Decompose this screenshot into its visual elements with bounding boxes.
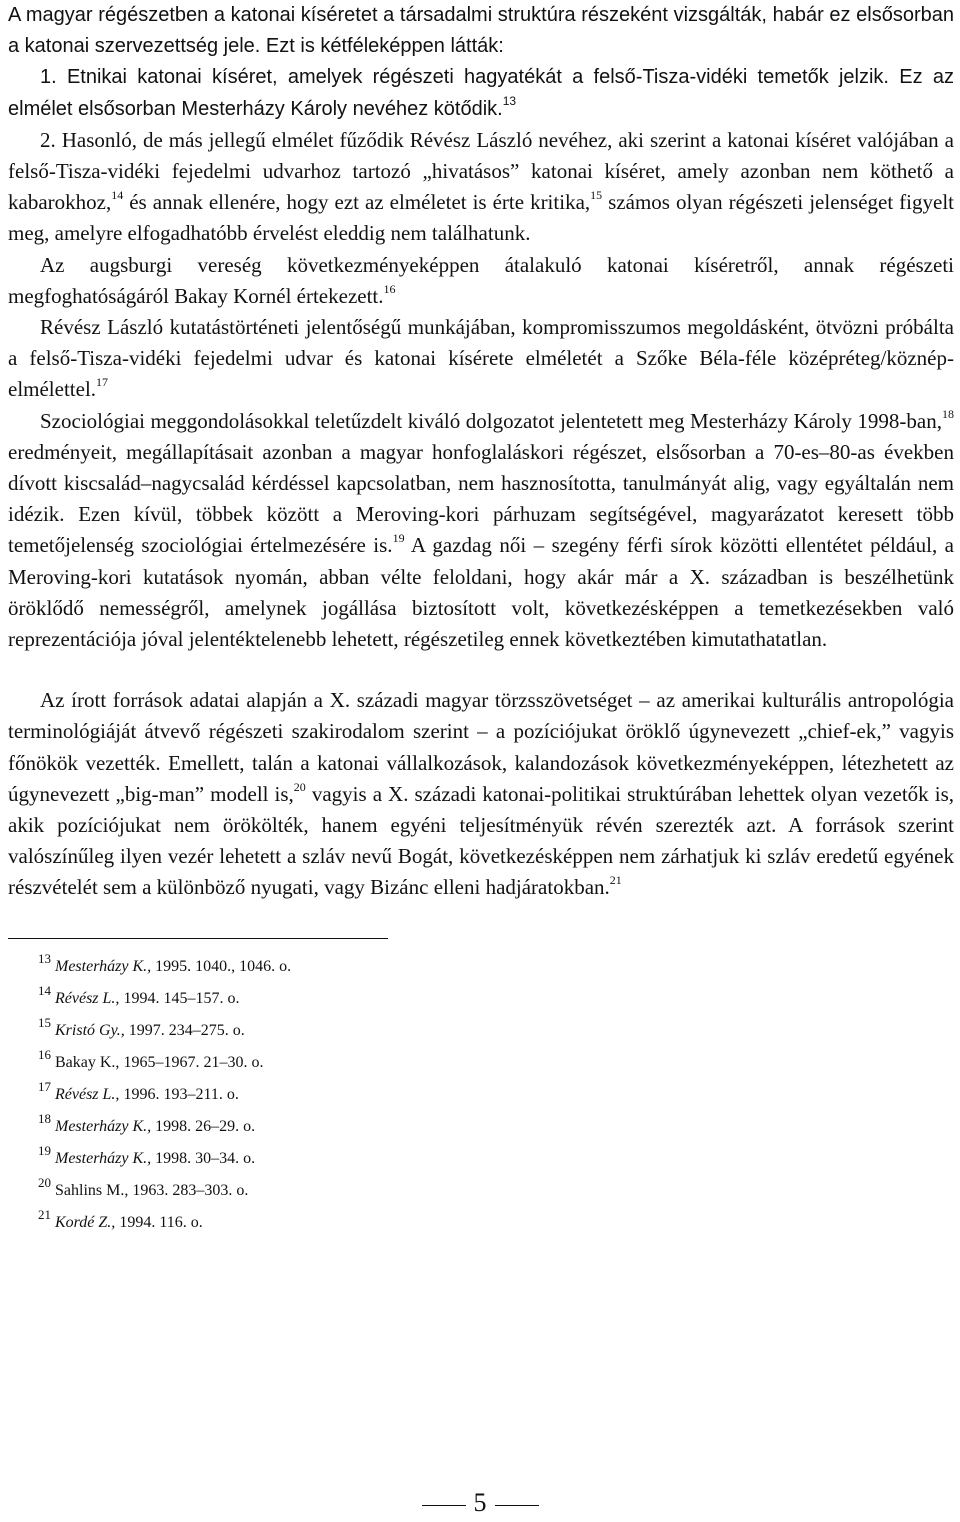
footnote-citation: 1995. 1040., 1046. o.: [151, 957, 292, 975]
text-run: eredményeit, megállapításait azonban a magyar honfoglaláskori régészet, elsősorban a 70-es–80-as években dívott kiscsalád–nagycsalád kérdéssel kapcsolatban, nem hasznosította, tanulmányát alig, vagy egyáltalán nem idézik. Ezen kívül, többek között a Meroving-kori párhuzam segítségével, magyarázatot keresett több temetőjelenség szociológiai értelmezésére is.: [8, 439, 954, 558]
footnote-ref[interactable]: 15: [590, 188, 603, 203]
footnote-ref[interactable]: 14: [111, 188, 124, 203]
text-run: Révész László kutatástörténeti jelentőségű munkájában, kompromisszumos megoldásként, ötvözni próbálta a felső-Tisza-vidéki fejedelmi udvar és katonai kísérete elméletét a Szőke Béla-féle középréteg/köznép-elmélettel.: [8, 315, 954, 402]
footnote-number: 20: [38, 1175, 51, 1191]
footnote-citation: 1997. 234–275. o.: [124, 1021, 245, 1039]
text-run: 2. Hasonló, de más jellegű elmélet fűződik Révész László nevéhez, aki szerint a katonai kíséret valójában a felső-Tisza-vidéki fejedelmi udvarhoz tartozó „hivatásos” katonai kíséret, amely azonban nem köthető a kabarokhoz,: [8, 127, 954, 215]
footnote-17: [8, 1079, 954, 1111]
footnote-citation: 1996. 193–211. o.: [119, 1085, 239, 1103]
footnote-number: 18: [38, 1111, 51, 1127]
footnote-ref[interactable]: 19: [392, 531, 405, 546]
footnote-21: [8, 1207, 954, 1239]
footnote-18: [8, 1111, 954, 1143]
footnote-author: Révész L.,: [55, 989, 120, 1007]
footnote-number: 16: [38, 1047, 51, 1063]
footnote-ref[interactable]: 18: [942, 406, 954, 421]
paragraph-intro: [8, 0, 954, 62]
footnote-number: 21: [38, 1207, 51, 1223]
page-number: [0, 1488, 960, 1518]
body-text: [8, 0, 954, 904]
paragraph-item-1: [8, 62, 954, 124]
footnote-ref[interactable]: 20: [293, 779, 306, 794]
text-run: Az írott források adatai alapján a X. századi magyar törzsszövetséget – az amerikai kulturális antropológia terminológiáját átvevő régészeti szakirodalom szerint – a pozíciójukat öröklő úgynevezett „chief-ek,” vagyis főnökök vezették. Emellett, talán a katonai vállalkozások, kalandozások következményeképpen, létezhetett az úgynevezett „big-man” modell is,: [8, 688, 954, 806]
paragraph-augsburg: [8, 250, 954, 312]
footnote-14: [8, 983, 954, 1015]
footnote-author: Révész L.,: [55, 1085, 120, 1103]
footnote-citation: 1965–1967. 21–30. o.: [119, 1053, 264, 1071]
footnote-author: Sahlins M.,: [55, 1181, 129, 1199]
text-run: 1. Etnikai katonai kíséret, amelyek régészeti hagyatékát a felső-Tisza-vidéki temetők jelzik. Ez az elmélet elsősorban Mesterházy Károly nevéhez kötődik.: [8, 66, 954, 120]
footnote-number: 17: [38, 1079, 51, 1095]
footnote-15: [8, 1015, 954, 1047]
footnote-author: Mesterházy K.,: [55, 1149, 152, 1167]
footnote-ref[interactable]: 13: [502, 93, 517, 108]
text-run: Az augsburgi vereség következményeképpen átalakuló katonai kíséretről, annak régészeti megfoghatóságáról Bakay Kornél értekezett.: [8, 252, 954, 308]
footnote-citation: 1998. 26–29. o.: [151, 1117, 256, 1135]
footnote-citation: 1963. 283–303. o.: [128, 1181, 249, 1199]
folio-dash-right: [495, 1505, 539, 1506]
footnote-number: 19: [38, 1143, 51, 1159]
page-number-text: 5: [473, 1488, 487, 1517]
footnote-number: 13: [38, 951, 51, 967]
footnote-ref[interactable]: 17: [96, 375, 109, 390]
footnote-19: [8, 1143, 954, 1175]
text-run: A gazdag női – szegény férfi sírok közötti ellentétet például, a Meroving-kori kutatások nyomán, abban vélte feloldani, hogy akár már a X. században is beszélhetünk öröklődő nemességről, amelynek jogállása biztosított volt, következésképpen a temetkezésekben való reprezentációja jóval jelentéktelenebb lehetett, régészetileg ennek következtében kimutathatatlan.: [8, 533, 955, 652]
footnote-20: [8, 1175, 954, 1207]
footnote-separator: [8, 938, 388, 939]
page-body: [8, 0, 954, 1239]
footnote-author: Mesterházy K.,: [55, 957, 152, 975]
text-run: és annak ellenére, hogy ezt az elméletet is érte kritika,: [123, 190, 591, 215]
text-run: vagyis a X. századi katonai-politikai struktúrában lehettek olyan vezetők is, akik pozíciójukat nem örökölték, hanem egyéni teljesítményük révén szerezték azt. A források szerint valószínűleg ilyen vezér lehetett a szláv nevű Bogát, következésképpen nem zárhatjuk ki szláv eredetű egyének részvételét sem a különböző nyugati, vagy Bizánc elleni hadjáratokban.: [8, 781, 954, 900]
footnotes: [8, 951, 954, 1239]
footnote-author: Kordé Z.,: [55, 1213, 116, 1231]
footnote-citation: 1994. 145–157. o.: [119, 989, 240, 1007]
footnote-author: Mesterházy K.,: [55, 1117, 152, 1135]
footnote-16: [8, 1047, 954, 1079]
text-run: Szociológiai meggondolásokkal teletűzdelt kiváló dolgozatot jelentetett meg Mesterházy Károly 1998-ban,: [40, 408, 942, 433]
text-run: számos olyan régészeti jelenséget figyelt meg, amelyre elfogadhatóbb érvelést eleddig nem találhatunk.: [8, 190, 954, 246]
paragraph-szociologiai: [8, 406, 954, 656]
footnote-citation: 1994. 116. o.: [115, 1213, 203, 1231]
paragraph-irott: [8, 685, 954, 903]
footnote-author: Bakay K.,: [55, 1053, 120, 1071]
footnote-ref[interactable]: 16: [383, 281, 396, 296]
footnote-13: [8, 951, 954, 983]
paragraph-revesz: [8, 312, 954, 406]
paragraph-item-2: [8, 125, 954, 250]
footnote-ref[interactable]: 21: [609, 873, 622, 888]
footnote-author: Kristó Gy.,: [55, 1021, 125, 1039]
footnote-number: 15: [38, 1015, 51, 1031]
text-run: A magyar régészetben a katonai kíséretet a társadalmi struktúra részeként vizsgálták, habár ez elsősorban a katonai szervezettség jele. Ezt is kétféleképpen látták:: [8, 4, 954, 58]
footnote-citation: 1998. 30–34. o.: [151, 1149, 256, 1167]
footnote-number: 14: [38, 983, 51, 999]
folio-dash-left: [422, 1505, 466, 1506]
